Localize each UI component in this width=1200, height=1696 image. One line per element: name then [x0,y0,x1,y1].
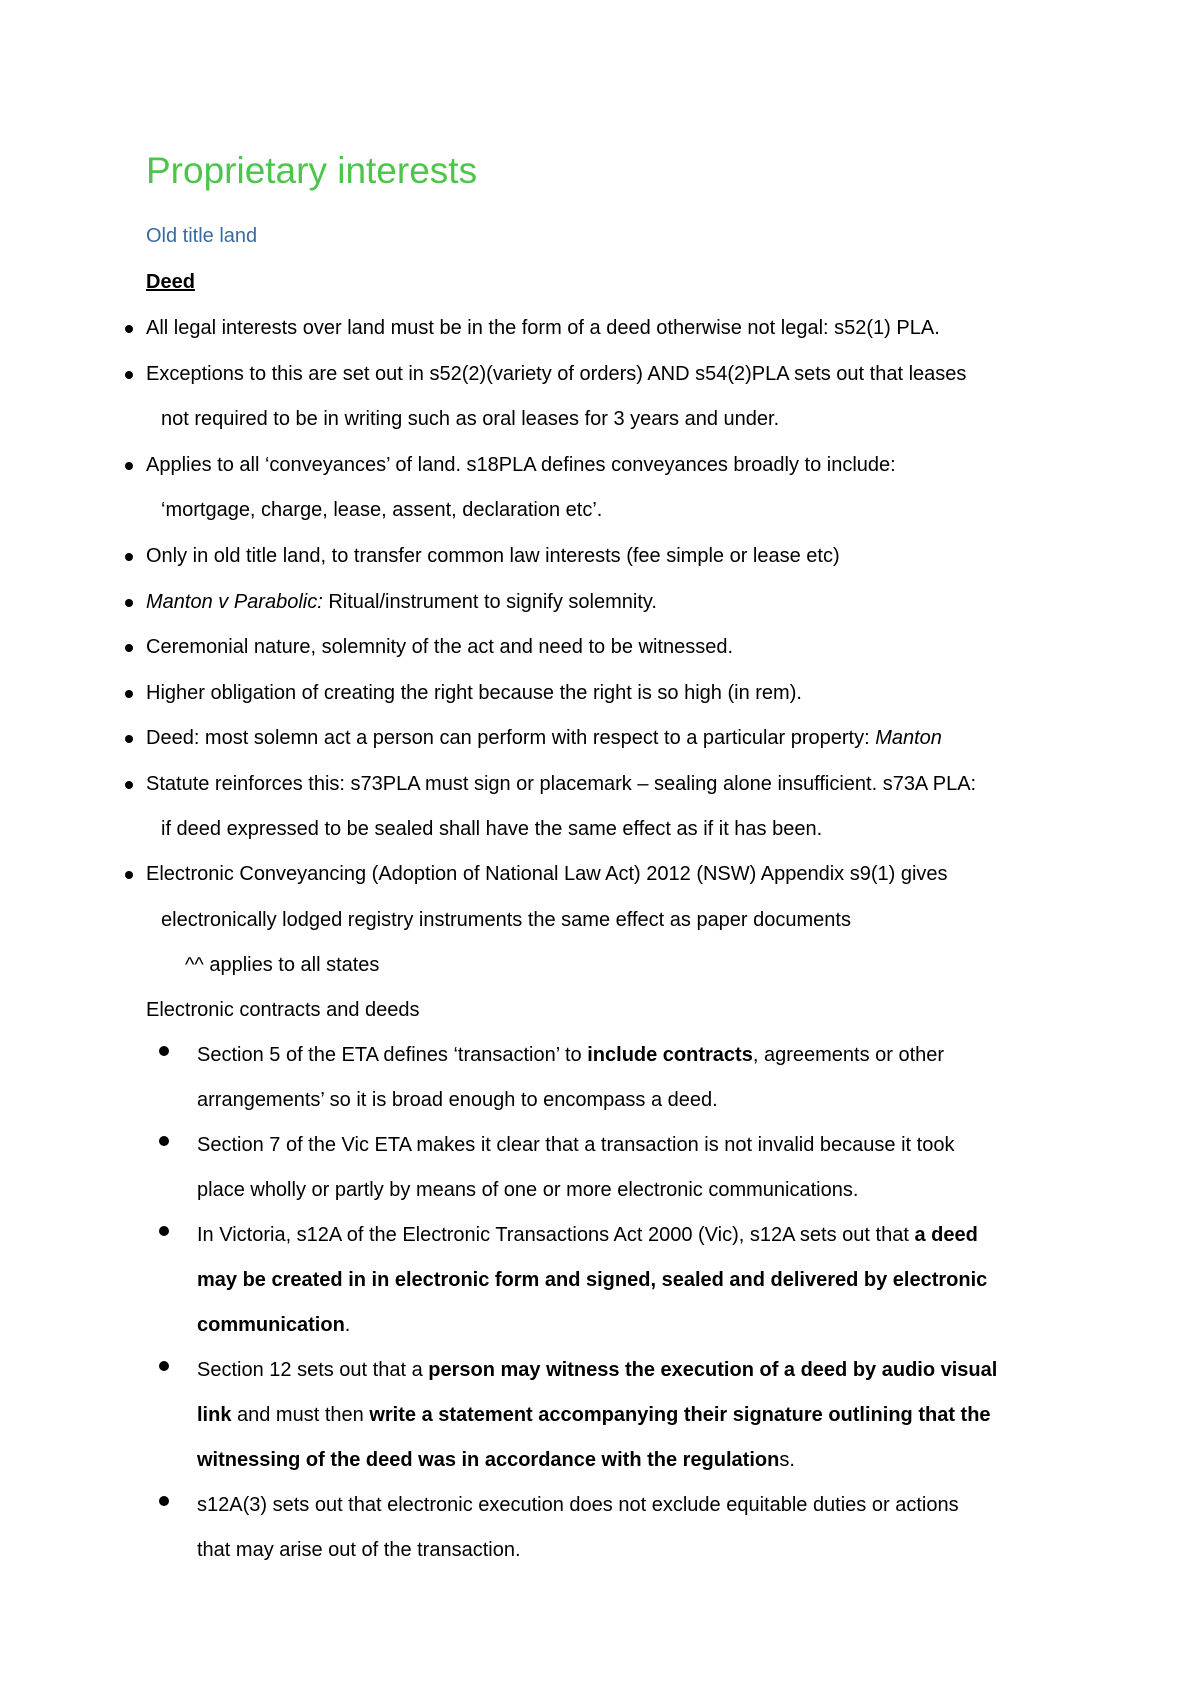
electronic-contracts-heading: Electronic contracts and deeds [146,999,420,1021]
electronic-item-2-line-2: place wholly or partly by means of one or more electronic communications. [197,1179,859,1201]
text-run: Section 5 of the ETA defines ‘transaction’ to [197,1044,588,1066]
bullet-item-8-text: Deed: most solemn act a person can perform with respect to a particular property: [146,727,876,749]
note-applies-to-all-states: ^^ applies to all states [185,954,380,976]
bold-text-run: write a statement accompanying their signature outlining that the [369,1404,991,1426]
bullet-item-9-line-1: Statute reinforces this: s73PLA must sign or placemark – sealing alone insufficient. s73A PLA: [146,773,977,795]
electronic-item-4-line-3 [197,1446,795,1474]
electronic-item-1-line-1 [197,1041,944,1069]
bullet-item-2-line-1: Exceptions to this are set out in s52(2)(variety of orders) AND s54(2)PLA sets out that leases [146,363,967,385]
bold-text-run: include contracts [587,1044,753,1066]
bold-text-run: link [197,1404,232,1426]
bullet-item-2-line-2: not required to be in writing such as oral leases for 3 years and under. [161,408,780,430]
case-name: Manton [875,727,942,749]
bullet-item-7: Higher obligation of creating the right because the right is so high (in rem). [146,682,802,704]
bullet-marker [125,735,133,743]
bullet-item-1: All legal interests over land must be in the form of a deed otherwise not legal: s52(1) PLA. [146,317,940,339]
electronic-item-2-line-1: Section 7 of the Vic ETA makes it clear that a transaction is not invalid because it took [197,1134,955,1156]
bullet-item-10-line-1: Electronic Conveyancing (Adoption of National Law Act) 2012 (NSW) Appendix s9(1) gives [146,863,948,885]
electronic-item-3-line-3 [197,1311,350,1339]
text-run: In Victoria, s12A of the Electronic Transactions Act 2000 (Vic), s12A sets out that [197,1224,915,1246]
text-run: , agreements or other [752,1044,945,1066]
bullet-item-4: Only in old title land, to transfer common law interests (fee simple or lease etc) [146,545,840,567]
bullet-marker [125,690,133,698]
bullet-marker [125,553,133,561]
text-run: s. [779,1449,795,1471]
electronic-item-1-line-2: arrangements’ so it is broad enough to encompass a deed. [197,1089,718,1111]
case-name: Manton v Parabolic: [146,591,323,613]
bullet-marker [125,599,133,607]
bullet-marker [159,1361,169,1371]
bullet-marker [159,1046,169,1056]
electronic-item-5-line-1: s12A(3) sets out that electronic execution does not exclude equitable duties or actions [197,1494,959,1516]
text-run: and must then [231,1404,370,1426]
electronic-item-5-line-2: that may arise out of the transaction. [197,1539,521,1561]
electronic-item-4-line-2 [197,1401,991,1429]
electronic-item-4-line-1 [197,1356,997,1384]
section-heading-deed: Deed [146,271,195,293]
bullet-item-9-line-2: if deed expressed to be sealed shall have the same effect as if it has been. [161,818,823,840]
bullet-item-6: Ceremonial nature, solemnity of the act and need to be witnessed. [146,636,734,658]
bullet-item-5 [146,588,657,616]
bullet-marker [159,1496,169,1506]
bullet-marker [159,1226,169,1236]
bullet-item-3-line-1: Applies to all ‘conveyances’ of land. s18PLA defines conveyances broadly to include: [146,454,896,476]
bullet-item-3-line-2: ‘mortgage, charge, lease, assent, declaration etc’. [161,499,603,521]
bold-text-run: a deed [914,1224,978,1246]
bold-text-run: communication [197,1314,345,1336]
bullet-marker [125,462,133,470]
bullet-marker [159,1136,169,1146]
bullet-marker [125,644,133,652]
page-title: Proprietary interests [146,150,478,191]
electronic-item-3-line-2: may be created in in electronic form and signed, sealed and delivered by electronic [197,1269,988,1291]
bullet-marker [125,325,133,333]
bold-text-run: witnessing of the deed was in accordance with the regulation [197,1449,780,1471]
electronic-item-3-line-1 [197,1221,978,1249]
text-run: . [344,1314,351,1336]
text-run: Section 12 sets out that a [197,1359,429,1381]
bullet-marker [125,871,133,879]
bullet-item-8 [146,724,942,752]
bold-text-run: person may witness the execution of a deed by audio visual [428,1359,998,1381]
bullet-item-10-line-2: electronically lodged registry instruments the same effect as paper documents [161,909,851,931]
bullet-marker [125,371,133,379]
bullet-marker [125,781,133,789]
subheading-old-title-land: Old title land [146,225,258,247]
bullet-item-5-text: Ritual/instrument to signify solemnity. [322,591,657,613]
